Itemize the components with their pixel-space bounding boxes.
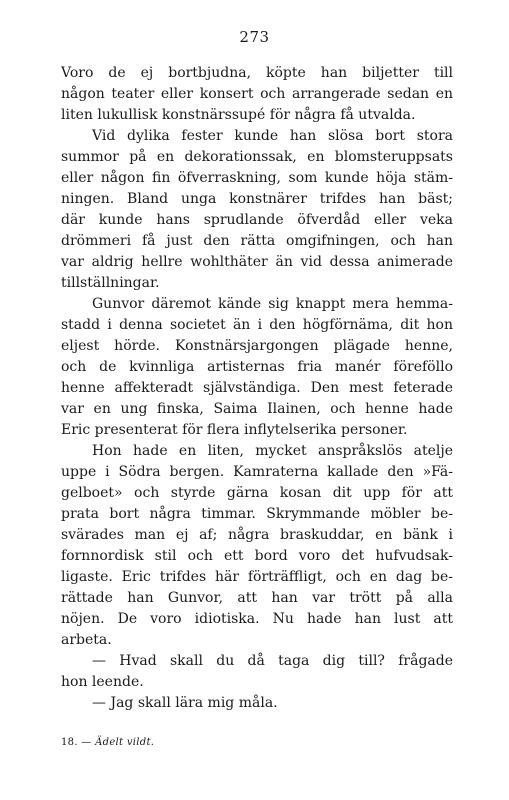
text-line: Hon hade en liten, mycket anspråkslös atelje — [92, 443, 453, 459]
text-line: — Hvad skall du då taga dig till? frågade — [92, 653, 453, 669]
text-line: stadd i denna societet än i den högförnäma, dit hon — [61, 317, 453, 333]
text-line: var aldrig hellre wohlthäter än vid dessa animerade — [61, 254, 453, 270]
text-line: Eric presenterat för flera inflytelserika personer. — [61, 422, 408, 438]
text-line: eller någon fin öfverraskning, som kunde höja stäm- — [61, 170, 453, 186]
text-line: hon leende. — [61, 674, 144, 690]
text-line: ligaste. Eric trifdes här förträffligt, och en dag be- — [61, 569, 453, 585]
text-line: Gunvor däremot kände sig knappt mera hemma- — [92, 296, 453, 312]
text-line: summor på en dekorationssak, en blomsteruppsats — [61, 149, 453, 165]
text-line: var en ung finska, Saima Ilainen, och henne hade — [61, 401, 453, 417]
text-line: arbeta. — [61, 632, 112, 648]
text-line: någon teater eller konsert och arrangerade sedan en — [61, 86, 453, 102]
signature-title: Ädelt vildt. — [95, 737, 155, 748]
text-line: Voro de ej bortbjudna, köpte han biljetter till — [61, 65, 453, 81]
text-line: tillställningar. — [61, 275, 160, 291]
page-number: 273 — [239, 28, 270, 46]
text-line: och de kvinnliga artisternas fria manér föreföllo — [61, 359, 453, 375]
text-line: gelboet» och styrde gärna kosan dit upp för att — [61, 485, 453, 501]
text-line: drömmeri få just den rätta omgifningen, och han — [61, 233, 453, 249]
text-line: uppe i Södra bergen. Kamraterna kallade den »Fä- — [61, 464, 453, 480]
text-line: henne affekteradt självständiga. Den mest feterade — [61, 380, 453, 396]
text-line: prata bort några timmar. Skrymmande möbler be- — [61, 506, 453, 522]
text-line: — Jag skall lära mig måla. — [92, 695, 278, 711]
text-line: där kunde hans sprudlande öfverdåd eller veka — [61, 212, 453, 228]
signature-footer — [61, 737, 154, 748]
text-line: svärades man ej af; några braskuddar, en bänk i — [61, 527, 453, 543]
signature-number: 18. — [61, 737, 78, 748]
text-line: rättade han Gunvor, att han var trött på alla — [61, 590, 453, 606]
text-line: nöjen. De voro idiotiska. Nu hade han lust att — [61, 611, 453, 627]
text-line: ningen. Bland unga konstnärer trifdes han bäst; — [61, 191, 453, 207]
signature-dash: — — [81, 737, 92, 748]
text-line: eljest hörde. Konstnärsjargongen plägade henne, — [61, 338, 453, 354]
text-line: liten lukullisk konstnärssupé för några få utvalda. — [61, 107, 416, 123]
text-line: Vid dylika fester kunde han slösa bort stora — [92, 128, 453, 144]
text-line: fornnordisk stil och ett bord voro det hufvudsak- — [61, 548, 453, 564]
body-text — [61, 63, 453, 714]
